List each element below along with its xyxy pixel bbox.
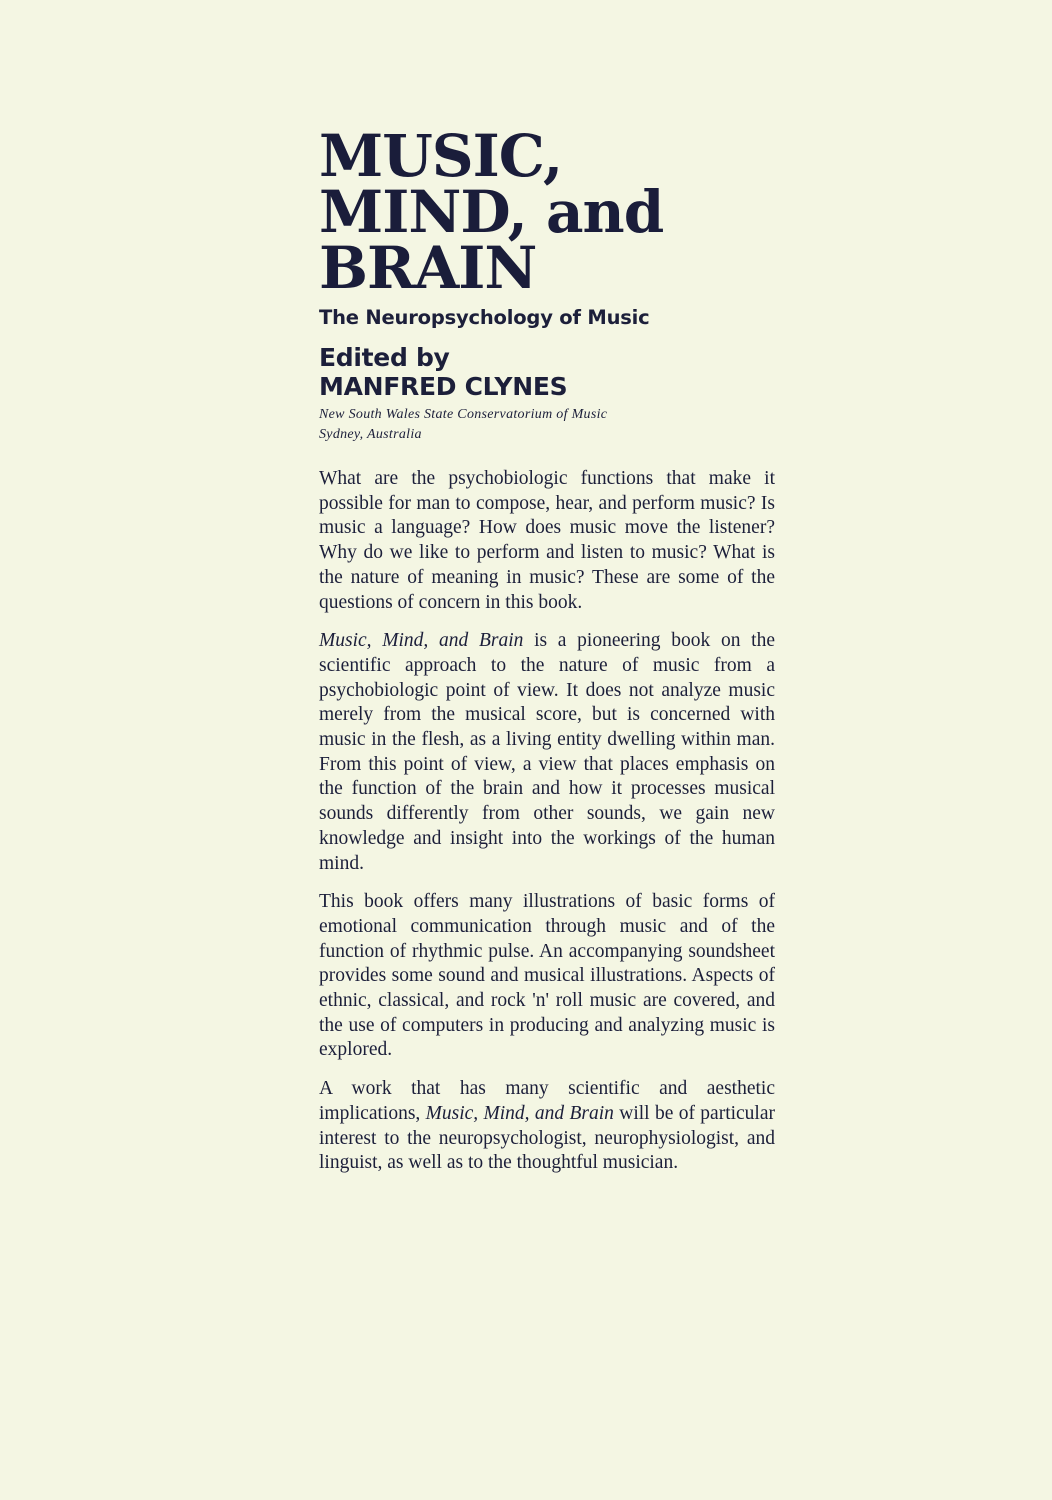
description-paragraph-3: This book offers many illustrations of basic forms of emotional communication through music and of the function of rhythmic pulse. An accompanying soundsheet provides some sound and musical illustrations. Aspects of ethnic, classical, and rock 'n' roll music are covered, and the use of computers in producing and analyzing music is explored.: [319, 891, 775, 1061]
affiliation-institution: New South Wales State Conservatorium of Music: [319, 407, 608, 422]
paragraph-4-start: A work that has many scientific and aesthetic implications,: [319, 1078, 775, 1124]
book-title-italic: Music, Mind, and Brain: [319, 630, 524, 652]
book-title: [319, 122, 775, 302]
editor-name: MANFRED CLYNES: [319, 372, 568, 401]
title-line-2: MIND, and: [319, 178, 664, 246]
title-line-1: MUSIC,: [319, 122, 563, 190]
description-paragraph-2: [319, 629, 775, 876]
description-paragraph-1: What are the psychobiologic functions that make it possible for man to compose, hear, and perform music? Is music a language? How does music move the listener? Why do we like to perform and listen to music? What is the nature of meaning in music? These are some of the questions of concern in this book.: [319, 468, 775, 613]
book-description: [319, 467, 775, 1176]
editor-block: [319, 343, 775, 401]
description-paragraph-4: [319, 1077, 775, 1176]
title-line-3: BRAIN: [319, 234, 537, 302]
affiliation-location: Sydney, Australia: [319, 427, 422, 442]
book-subtitle: The Neuropsychology of Music: [319, 306, 650, 329]
edited-by-label: Edited by: [319, 343, 450, 372]
paragraph-4-rest: will be of particular interest to the neuropsychologist, neurophysiologist, and linguist, as well as to the thoughtful musician.: [319, 1102, 776, 1174]
book-back-cover: [319, 122, 776, 1190]
paragraph-2-text: is a pioneering book on the scientific approach to the nature of music from a psychobiologic point of view. It does not analyze music merely from the musical score, but is concerned with music in the flesh, as a living entity dwelling within man. From this point of view, a view that places emphasis on the function of the brain and how it processes musical sounds differently from other sounds, we gain new knowledge and insight into the workings of the human mind.: [319, 630, 776, 874]
editor-affiliation: [319, 405, 775, 445]
book-title-italic: Music, Mind, and Brain: [425, 1102, 614, 1124]
